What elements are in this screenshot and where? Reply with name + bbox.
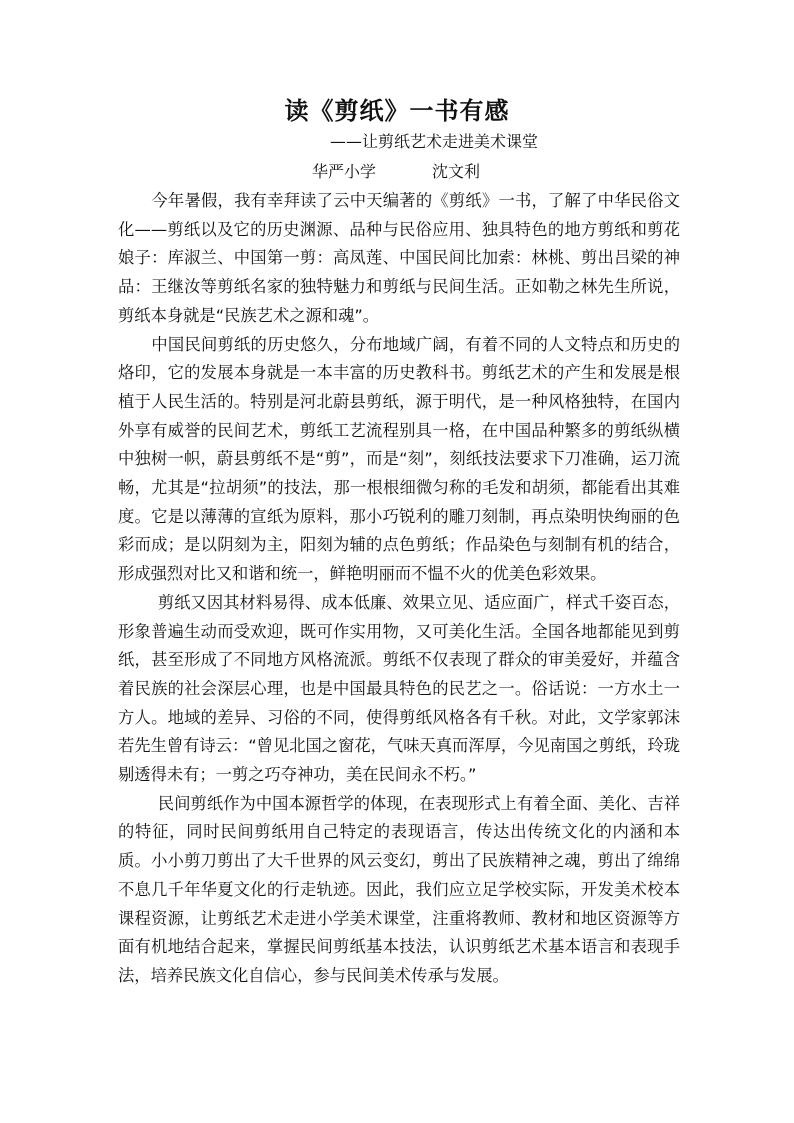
paragraph-1: 今年暑假，我有幸拜读了云中天编著的《剪纸》一书，了解了中华民俗文化——剪纸以及它的历史渊源、品种与民俗应用、独具特色的地方剪纸和剪花娘子：库淑兰、中国第一剪：高凤莲、中国民间比加索：林桃、剪出吕梁的神品：王继汝等剪纸名家的独特魅力和剪纸与民间生活。正如勒之林先生所说，剪纸本身就是“民族艺术之源和魂”。	[118, 191, 680, 325]
document-title: 读《剪纸》一书有感	[284, 96, 510, 125]
author-name: 沈文利	[432, 162, 481, 181]
document-subtitle: ——让剪纸艺术走进美术课堂	[330, 132, 539, 151]
byline	[312, 160, 480, 184]
article-body	[118, 187, 680, 991]
paragraph-3: 剪纸又因其材料易得、成本低廉、效果立见、适应面广，样式千姿百态，形象普遍生动而受欢迎，既可作实用物，又可美化生活。全国各地都能见到剪纸，甚至形成了不同地方风格流派。剪纸不仅表现了群众的审美爱好，并蕴含着民族的社会深层心理，也是中国最具特色的民艺之一。俗话说：一方水土一方人。地域的差异、习俗的不同，使得剪纸风格各有千秋。对此，文学家郭沫若先生曾有诗云：“曾见北国之窗花，气味天真而浑厚，今见南国之剪纸，玲珑剔透得未有；一剪之巧夺神功，美在民间永不朽。”	[118, 592, 681, 785]
school-name: 华严小学	[312, 162, 377, 181]
paragraph-4: 民间剪纸作为中国本源哲学的体现，在表现形式上有着全面、美化、吉祥的特征，同时民间剪纸用自己特定的表现语言，传达出传统文化的内涵和本质。小小剪刀剪出了大千世界的风云变幻，剪出了民族精神之魂，剪出了绵绵不息几千年华夏文化的行走轨迹。因此，我们应立足学校实际，开发美术校本课程资源，让剪纸艺术走进小学美术课堂，注重将教师、教材和地区资源等方面有机地结合起来，掌握民间剪纸基本技法，认识剪纸艺术基本语言和表现手法，培养民族文化自信心，参与民间美术传承与发展。	[118, 793, 680, 985]
paragraph-2: 中国民间剪纸的历史悠久，分布地域广阔，有着不同的人文特点和历史的烙印，它的发展本身就是一本丰富的历史教科书。剪纸艺术的产生和发展是根植于人民生活的。特别是河北蔚县剪纸，源于明代，是一种风格独特，在国内外享有威誉的民间艺术，剪纸工艺流程别具一格，在中国品种繁多的剪纸纵横中独树一帜，蔚县剪纸不是“剪”，而是“刻”，刻纸技法要求下刀准确，运刀流畅，尤其是“拉胡须”的技法，那一根根细微匀称的毛发和胡须，都能看出其难度。它是以薄薄的宣纸为原料，那小巧锐利的雕刀刻制，再点染明快绚丽的色彩而成；是以阴刻为主，阳刻为辅的点色剪纸；作品染色与刻制有机的结合，形成强烈对比又和谐和统一，鲜艳明丽而不愠不火的优美色彩效果。	[118, 334, 680, 584]
